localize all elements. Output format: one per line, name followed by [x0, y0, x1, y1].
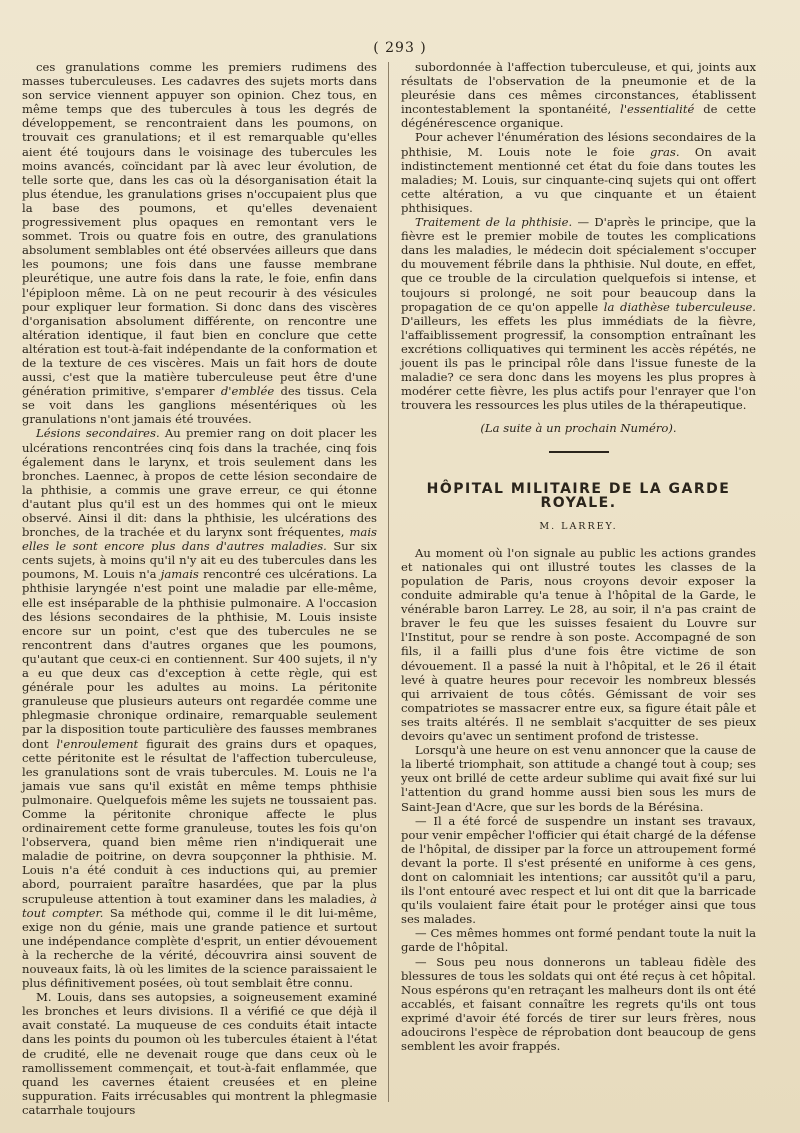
left-column — [22, 60, 377, 1117]
ornament-divider — [401, 445, 756, 459]
paragraph: — Il a été forcé de suspendre un instant ses travaux, pour venir empêcher l'officier qui était chargé de la défense de l'hôpital, de dissiper par la force un attroupement formé devant la porte. Il s'est présenté en uniforme à ces gens, dont on calomniait les intentions; car aussitôt qu'il a paru, ils l'ont entouré avec respect et lui ont dit que la barricade qu'ils voulaient faire était pour le protéger ainsi que tous ses malades. — [401, 813, 756, 927]
section-label: Lésions secondaires. — [36, 426, 160, 441]
continuation-note: (La suite à un prochain Numéro). — [480, 421, 677, 436]
italic-text: gras. — [650, 144, 680, 159]
italic-text: l'essentialité — [620, 102, 695, 117]
column-rule — [388, 62, 389, 1102]
italic-text: à tout compter. — [22, 891, 378, 920]
paragraph: — Ces mêmes hommes ont formé pendant toute la nuit la garde de l'hôpital. — [401, 926, 756, 955]
italic-text: la diathèse tuberculeuse. — [603, 299, 756, 314]
paragraph: — Sous peu nous donnerons un tableau fidèle des blessures de tous les soldats qui ont été reçus à cet hôpital. Nous espérons qu'en retraçant les malheurs dont ils ont été accablés, et faisant connaître les regrets qu'ils ont tous exprimé d'avoir été forcés de tirer sur leurs frères, nous adoucirons l'espèce de réprobation dont beaucoup de gens semblent les avoir frappés. — [401, 954, 756, 1054]
italic-text: mais elles le sont encore plus dans d'autres maladies. — [22, 525, 378, 554]
paragraph: M. Louis, dans ses autopsies, a soigneusement examiné les bronches et leurs divisions. Il a vérifié ce que déjà il avait constaté. La muqueuse de ces conduits était intacte dans les points du poumon où les tubercules étaient à l'état de crudité, elle ne devenait rouge que dans ceux où le ramollissement commençait, et tout-à-fait enflammée, que quand les cavernes étaient creusées et en pleine suppuration. Faits irrécusables qui montrent la phlegmasie catarrhale toujours — [22, 990, 377, 1117]
section-title: HÔPITAL MILITAIRE DE LA GARDE ROYALE. — [426, 480, 731, 511]
italic-text: jamais — [160, 567, 199, 582]
page-number: ( 293 ) — [373, 40, 427, 56]
right-column — [401, 60, 756, 1053]
paragraph: Lorsqu'à une heure on est venu annoncer que la cause de la liberté triomphait, son attitude a changé tout à coup; ses yeux ont brillé de cette ardeur sublime qui avait fixé sur lui l'attention du grand homme aussi bien sous les murs de Saint-Jean d'Acre, que sur les bords de la Bérésina. — [401, 743, 756, 814]
italic-text: d'emblée — [220, 384, 275, 399]
paragraph: Au moment où l'on signale au public les actions grandes et nationales qui ont illustré toutes les classes de la population de Paris, nous croyons devoir exposer la conduite admirable qu'a tenue à l'hôpital de la Garde, le vénérable baron Larrey. Le 28, au soir, il n'a pas craint de braver le feu que les suisses fesaient du Louvre sur l'Institut, pour se rendre à son poste. Accompagné de son fils, il a failli plus d'une fois être victime de son dévouement. Il a passé la nuit à l'hôpital, et le 26 il était levé à quatre heures pour recevoir les nombreux blessés qui arrivaient de tous côtés. Gémissant de voir ses compatriotes se massacrer entre eux, sa figure était pâle et ses traits altérés. Il ne semblait s'acquitter de ses pieux devoirs qu'avec un sentiment profond de tristesse. — [401, 545, 756, 744]
paragraph: Traitement de la phthisie. — D'après le principe, que la fièvre est le premier mobile de toutes les complications dans les maladies, le médecin doit spécialement s'occuper du mouvement fébrile dans la phthisie. Nul doute, en effet, que ce trouble de la circulation quelquefois si intense, et toujours si prolongé, ne soit pour beaucoup dans la propagation de ce qu'on appelle la diathèse tuberculeuse. D'ailleurs, les effets les plus immédiats de la fièvre, l'affaiblissement progressif, la consomption entraînant les excrétions colliquatives qui terminent les accès répétés, ne jouent ils pas le principal rôle dans l'issue funeste de la maladie? ce sera donc dans les moyens les plus propres à modérer cette fièvre, les plus actifs pour l'enrayer que l'on trouvera les ressources les plus utiles de la thérapeutique. — [401, 215, 757, 413]
author-name: M. LARREY. — [539, 520, 618, 532]
section-label: Traitement de la phthisie. — [415, 215, 573, 230]
paragraph: subordonnée à l'affection tuberculeuse, et qui, joints aux résultats de l'observation de la pneumonie et de la pleurésie dans ces mêmes circonstances, établissent incontestablement la spontanéité, l'essentialité de cette dégénérescence organique. — [401, 60, 756, 131]
italic-text: l'enroulement — [56, 736, 139, 751]
paragraph: Pour achever l'énumération des lésions secondaires de la phthisie, M. Louis note le foie gras. On avait indistinctement mentionné cet état du foie dans toutes les maladies; M. Louis, sur cinquante-cinq sujets qui ont offert cette altération, a vu que cinquante et un étaient phthisiques. — [401, 130, 757, 215]
paragraph: ces granulations comme les premiers rudimens des masses tuberculeuses. Les cadavres des sujets morts dans son service viennent appuyer son opinion. Chez tous, en même temps que des tubercules à tous les degrés de développement, se rencontraient dans les poumons, on trouvait ces granulations; et il est remarquable qu'elles aient été toujours dans le voisinage des tubercules les moins avancés, coïncidant par là avec leur évolution, de telle sorte que, dans les cas où la désorganisation était la plus étendue, les granulations grises n'occupaient plus que la base des poumons, et qu'elles devenaient progressivement plus opaques en remontant vers le sommet. Trois ou quatre fois en outre, des granulations absolument semblables ont été observées ailleurs que dans les poumons; une fois dans une fausse membrane pleurétique, une autre fois dans la rate, le foie, enfin dans l'épiploon même. Là on ne peut recourir à des vésicules pour expliquer leur formation. Si donc dans des viscères d'organisation absolument différente, on rencontre une altération identique, il faut bien en conclure que cette altération est tout-à-fait indépendante de la conformation et de la texture de ces viscères. Mais un fait hors de doute aussi, c'est que la matière tuberculeuse peut être d'une génération primitive, s'emparer d'emblée des tissus. Cela se voit dans les ganglions mésentériques où les granulations n'ont jamais été trouvées. — [22, 60, 378, 427]
paragraph: Lésions secondaires. Au premier rang on doit placer les ulcérations rencontrées cinq fois dans la trachée, cinq fois également dans le larynx, et trois seulement dans les bronches. Laennec, à propos de cette lésion secondaire de la phthisie, a commis une grave erreur, ce qui étonne d'autant plus qu'il est un des hommes qui ont le mieux observé. Ainsi il dit: dans la phthisie, les ulcérations des bronches, de la trachée et du larynx sont fréquentes, mais elles le sont encore plus dans d'autres maladies. Sur six cents sujets, à moins qu'il n'y ait eu des tubercules dans les poumons, M. Louis n'a jamais rencontré ces ulcérations. La phthisie laryngée n'est point une maladie par elle-même, elle est inséparable de la phthisie pulmonaire. A l'occasion des lésions secondaires de la phthisie, M. Louis insiste encore sur un point, c'est que des tubercules ne se rencontrent dans d'autres organes que les poumons, qu'autant que ceux-ci en contiennent. Sur 400 sujets, il n'y a eu que deux cas d'exception à cette règle, qui est générale pour les adultes au moins. La péritonite granuleuse que plusieurs auteurs ont regardée comme une phlegmasie chronique ordinaire, remarquable seulement par la disposition toute particulière des fausses membranes dont l'enroulement figurait des grains durs et opaques, cette péritonite est le résultat de l'affection tuberculeuse, les granulations sont de vrais tubercules. M. Louis ne l'a jamais vue sans qu'il existât en même temps phthisie pulmonaire. Quelquefois même les sujets ne toussaient pas. Comme la péritonite chronique affecte le plus ordinairement cette forme granuleuse, toutes les fois qu'on l'observera, quand bien même rien n'indiquerait une maladie de poitrine, on devra soupçonner la phthisie. M. Louis n'a été conduit à ces inductions qui, au premier abord, pourraient paraître hasardées, que par la plus scrupuleuse attention à tout examiner dans les maladies, à tout compter. Sa méthode qui, comme il le dit lui-même, exige non du génie, mais une grande patience et surtout une indépendance complète d'esprit, un entier dévouement à la recherche de la vérité, découvrira ainsi souvent de nouveaux faits, là où les limites de la science paraissaient le plus définitivement posées, où tout semblait être connu. — [22, 426, 378, 991]
